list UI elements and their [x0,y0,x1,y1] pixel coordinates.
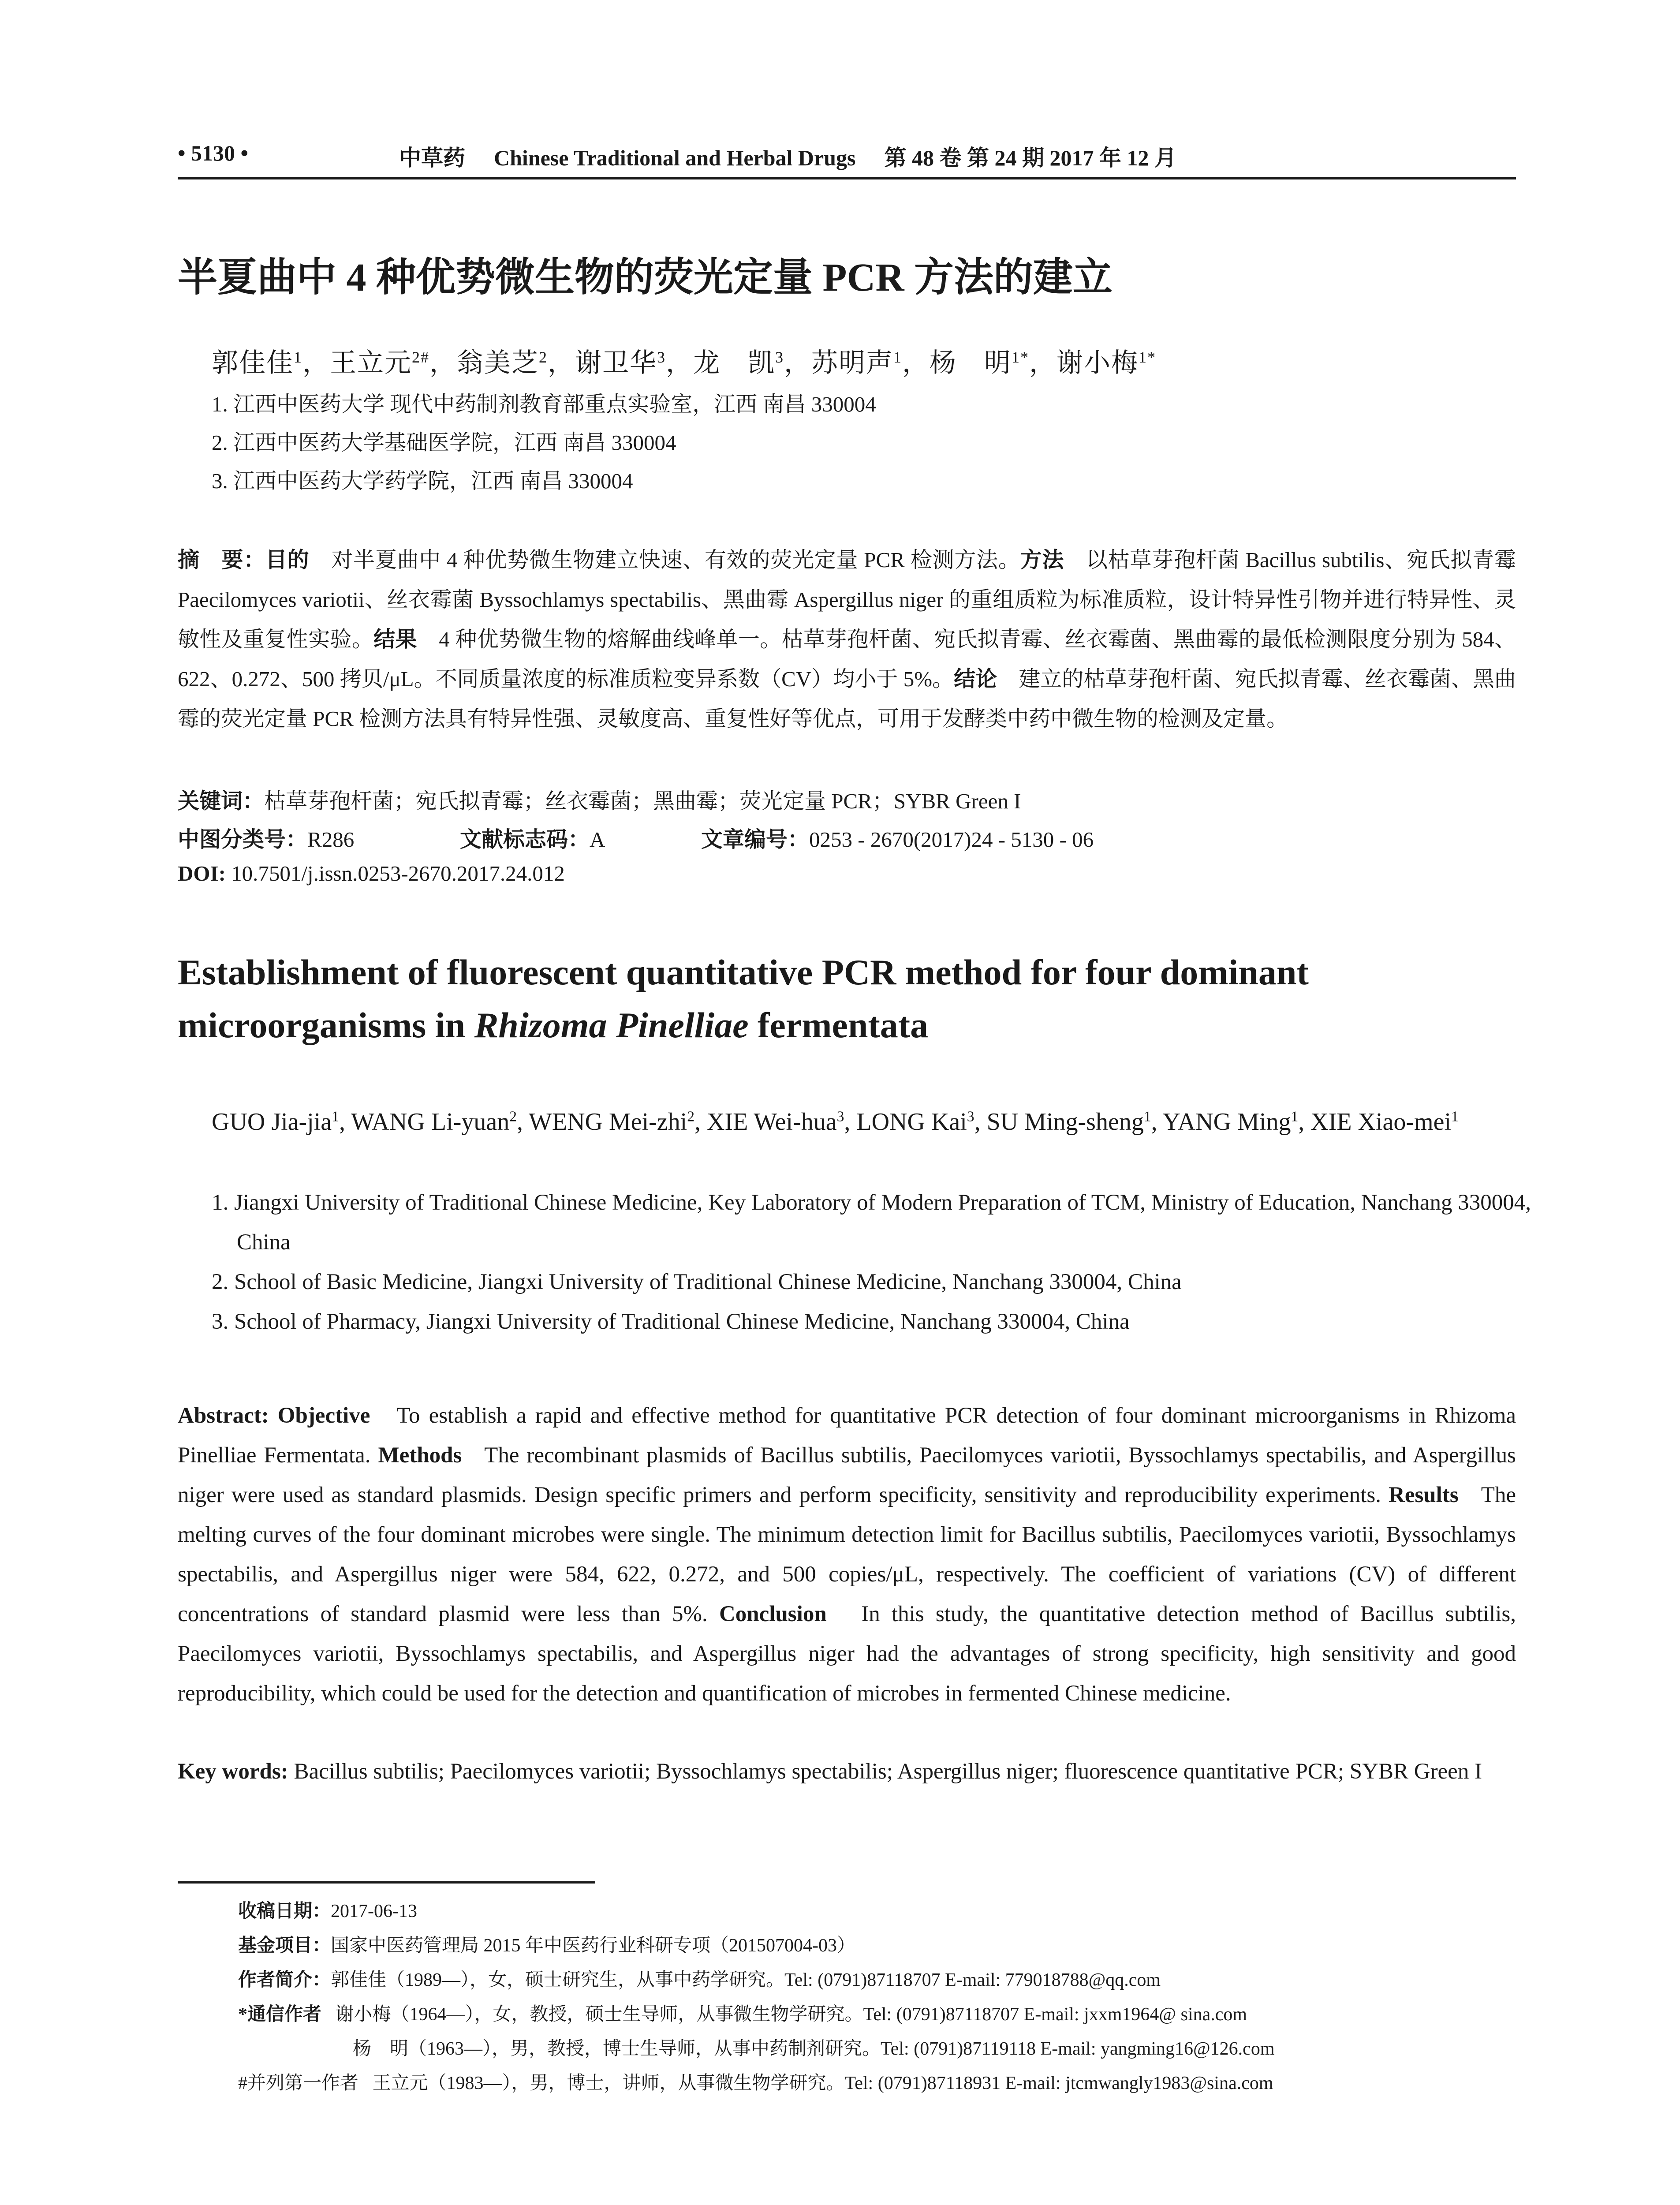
results-label-cn: 结果 [373,627,417,651]
doc-code-value: A [590,827,605,852]
author-affiliation-marker: 3 [775,348,784,366]
author-name: YANG Ming [1162,1108,1291,1136]
affiliation-en-2: 2. School of Basic Medicine, Jiangxi University of Traditional Chinese Medicine, Nanchang 330004, China [212,1270,1182,1294]
author-affiliation-marker: 3 [657,348,666,366]
conclusion-text-cn: 建立的枯草芽孢杆菌、宛氏拟青霉、丝衣霉菌、黑曲霉的荧光定量 PCR 检测方法具有特异性强、灵敏度高、重复性好等优点，可用于发酵类中药中微生物的检测及定量。 [178,667,1516,731]
author-name: 谢卫华 [575,348,657,377]
author-affiliation-marker: 3 [967,1108,974,1125]
methods-label-cn: 方法 [1020,548,1064,572]
author-affiliation-marker: 2 [509,1108,517,1125]
author-name: 苏明声 [811,348,893,377]
title-en-part-3: fermentata [748,1005,929,1045]
author-name: 谢小梅 [1057,348,1139,377]
doi-value: 10.7501/j.issn.0253-2670.2017.24.012 [231,861,565,886]
author-name: WANG Li-yuan [351,1108,510,1136]
title-en-species: Rhizoma Pinelliae [474,1005,749,1045]
author-affiliation-marker: 2 [539,348,548,366]
corresponding-author-1: 谢小梅（1964—），女，教授，硕士生导师，从事微生物学研究。Tel: (0791)87118707 E-mail: jxxm1964@ sina.com [335,2004,1247,2025]
footnote-co-first [238,2068,1273,2095]
footnote-fund [238,1931,855,1957]
page-title-en [178,946,1516,1052]
title-en-part-1: Establishment of fluorescent quantitative PCR method for four dominant microorganisms in [178,952,1309,1045]
author-affiliation-marker: 2# [412,348,429,366]
bio-label: 作者简介： [238,1970,331,1990]
clc-value: R286 [307,827,355,852]
objective-label-cn: 目的 [265,548,310,572]
affiliation-cn-1: 1. 江西中医药大学 现代中药制剂教育部重点实验室，江西 南昌 330004 [212,392,876,416]
author-name: 翁美芝 [457,348,539,377]
author-affiliation-marker: 1 [1291,1108,1299,1125]
methods-text-en: The recombinant plasmids of Bacillus subtilis, Paecilomyces variotii, Byssochlamys spectabilis, and Aspergillus niger were used as standard plasmids. Design specific primers and perform specificity, sensitivity and reproducibility experiments. [178,1443,1516,1507]
co-first-label: #并列第一作者 [238,2073,359,2093]
affiliation-en-1: 1. Jiangxi University of Traditional Chinese Medicine, Key Laboratory of Modern Preparation of TCM, Ministry of Education, Nanchang 330004, China [212,1190,1531,1255]
results-text-cn: 4 种优势微生物的熔解曲线峰单一。枯草芽孢杆菌、宛氏拟青霉、丝衣霉菌、黑曲霉的最低检测限度分别为 584、622、0.272、500 拷贝/μL。不同质量浓度的标准质粒变异系数（CV）均小于 5%。 [178,627,1516,691]
author-name: 杨 明 [930,348,1012,377]
conclusion-text-en: In this study, the quantitative detection method of Bacillus subtilis, Paecilomyces variotii, Byssochlamys spectabilis, and Aspergillus niger had the advantages of strong specificity, high sensitivity and good reproducibility, which could be used for the detection and quantification of microbes in fermented Chinese medicine. [178,1602,1516,1706]
article-number-row [701,822,1094,853]
author-affiliation-marker: 2 [687,1108,695,1125]
methods-text-cn: 以枯草芽孢杆菌 Bacillus subtilis、宛氏拟青霉 Paecilomyces variotii、丝衣霉菌 Byssochlamys spectabilis、黑曲霉 Aspergillus niger 的重组质粒为标准质粒，设计特异性引物并进行特异性、灵敏性及重复性实验。 [178,548,1516,651]
footnote-corresponding [238,1999,1247,2026]
fund-label: 基金项目： [238,1936,331,1956]
author-affiliation-marker: 1* [1139,348,1156,366]
abstract-cn [178,540,1516,739]
abstract-cn-label: 摘 要： [178,548,266,572]
author-name: XIE Xiao-mei [1310,1108,1452,1136]
keywords-en-label: Key words: [178,1759,288,1784]
abstract-en [178,1396,1516,1713]
results-text-en: The melting curves of the four dominant microbes were single. The minimum detection limit for Bacillus subtilis, Paecilomyces variotii, Byssochlamys spectabilis, and Aspergillus niger were 584, 622, 0.272, and 500 copies/μL, respectively. The coefficient of variations (CV) of different concentrations of standard plasmid were less than 5%. [178,1483,1516,1626]
keywords-cn-text: 枯草芽孢杆菌；宛氏拟青霉；丝衣霉菌；黑曲霉；荧光定量 PCR；SYBR Green I [264,789,1021,813]
objective-text-cn: 对半夏曲中 4 种优势微生物建立快速、有效的荧光定量 PCR 检测方法。 [309,548,1020,572]
keywords-en-text: Bacillus subtilis; Paecilomyces variotii; Byssochlamys spectabilis; Aspergillus niger; fluorescence quantitative PCR; SYBR Green I [294,1759,1482,1784]
journal-issue: 第 48 卷 第 24 期 2017 年 12 月 [884,146,1176,170]
footnote-received [238,1896,417,1923]
keywords-cn-label: 关键词： [178,789,265,813]
received-label: 收稿日期： [238,1901,331,1921]
author-name: XIE Wei-hua [707,1108,837,1136]
footnote-author-bio [238,1965,1161,1992]
journal-name-cn: 中草药 [399,145,465,171]
doc-code-label: 文献标志码： [460,827,590,852]
author-name: SU Ming-sheng [986,1108,1144,1136]
classification-row [178,822,354,853]
methods-label-en: Methods [378,1443,462,1468]
doi-row [178,861,565,886]
header-rule [178,177,1516,179]
author-affiliation-marker: 1 [294,348,302,366]
footnote-corresponding-2: 杨 明（1963—），男，教授，博士生导师，从事中药制剂研究。Tel: (0791)87119118 E-mail: yangming16@126.com [353,2039,1275,2059]
author-list-en: GUO Jia-jia$^1$, WANG Li-yuan$^2$, WENG Mei-zhi$^2$, XIE Wei-hua$^3$, LONG Kai$^3$, SU Ming-sheng$^1$, YANG Ming$^1$, XIE Xiao-mei$^1$ [212,1108,1459,1136]
abstract-en-label: Abstract: Objective [178,1403,370,1428]
author-affiliation-marker: 1 [893,348,902,366]
author-name: LONG Kai [856,1108,967,1136]
affiliation-cn-2: 2. 江西中医药大学基础医学院，江西 南昌 330004 [212,430,676,455]
journal-header [399,140,1176,172]
author-affiliation-marker: 3 [836,1108,844,1125]
author-affiliation-marker: 1 [1143,1108,1151,1125]
bio-text: 郭佳佳（1989—），女，硕士研究生，从事中药学研究。Tel: (0791)87118707 E-mail: 779018788@qq.com [331,1970,1161,1990]
footnote-rule [178,1881,595,1884]
results-label-en: Results [1388,1483,1459,1507]
fund-text: 国家中医药管理局 2015 年中医药行业科研专项（201507004-03） [331,1936,856,1956]
doi-label: DOI: [178,861,226,886]
author-list-cn: 郭佳佳$^1$，王立元$^{2\#}$，翁美芝$^2$，谢卫华$^3$，龙 凯$^3$，苏明声$^1$，杨 明$^{1*}$，谢小梅$^{1*}$ [212,348,1156,377]
affiliation-cn-3: 3. 江西中医药大学药学院，江西 南昌 330004 [212,469,633,493]
clc-label: 中图分类号： [178,827,308,852]
author-name: WENG Mei-zhi [529,1108,687,1136]
page-number: • 5130 • [178,141,249,165]
keywords-en [178,1752,1516,1791]
author-affiliation-marker: 1 [1451,1108,1459,1125]
document-code-row [460,822,605,853]
co-first-text: 王立元（1983—），男，博士，讲师，从事微生物学研究。Tel: (0791)87118931 E-mail: jtcmwangly1983@sina.com [372,2073,1273,2093]
author-name: 王立元 [330,348,412,377]
author-name: 郭佳佳 [212,348,294,377]
author-affiliation-marker: 1 [332,1108,339,1125]
author-name: GUO Jia-jia [212,1108,332,1136]
article-no-label: 文章编号： [701,827,810,852]
objective-text-en: To establish a rapid and effective method for quantitative PCR detection of four dominant microorganisms in Rhizoma Pinelliae Fermentata. [178,1403,1516,1468]
author-affiliation-marker: 1* [1012,348,1029,366]
affiliation-en-3: 3. School of Pharmacy, Jiangxi University of Traditional Chinese Medicine, Nanchang 330004, China [212,1309,1130,1334]
keywords-cn [178,784,1021,815]
conclusion-label-cn: 结论 [954,667,997,691]
corresponding-label: *通信作者 [238,2004,322,2025]
journal-name-en: Chinese Traditional and Herbal Drugs [494,146,856,170]
author-name: 龙 凯 [693,348,775,377]
article-no-value: 0253 - 2670(2017)24 - 5130 - 06 [809,827,1094,852]
received-date: 2017-06-13 [331,1901,417,1921]
page-title-cn: 半夏曲中 4 种优势微生物的荧光定量 PCR 方法的建立 [178,256,1113,299]
conclusion-label-en: Conclusion [719,1602,827,1626]
